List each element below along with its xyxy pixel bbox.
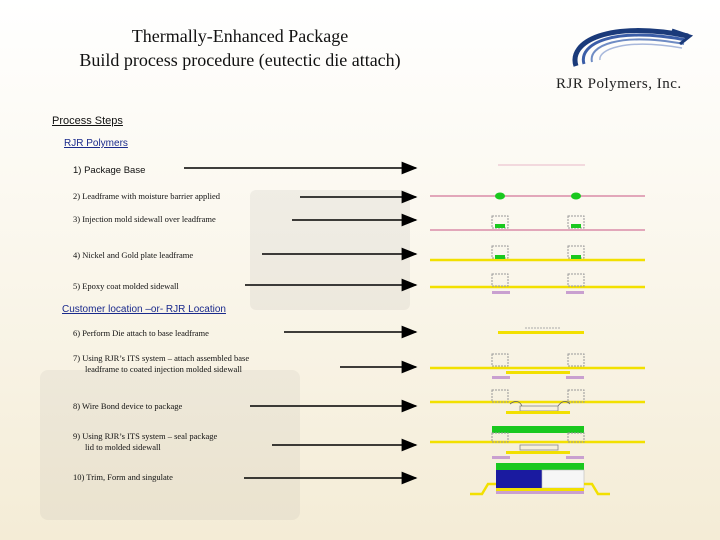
step-8-label: 8) Wire Bond device to package bbox=[73, 401, 183, 411]
process-diagram bbox=[430, 150, 655, 500]
diagram-step-9 bbox=[430, 426, 645, 459]
customer-location-heading: Customer location –or- RJR Location bbox=[62, 304, 226, 315]
process-steps-heading: Process Steps bbox=[52, 115, 123, 127]
step-10-label: 10) Trim, Form and singulate bbox=[73, 472, 173, 482]
rjr-polymers-heading: RJR Polymers bbox=[64, 138, 128, 149]
step-7-label-line-2: leadframe to coated injection molded sidewall bbox=[85, 364, 242, 374]
step-3-label: 3) Injection mold sidewall over leadframe bbox=[73, 214, 216, 224]
title-line-2: Build process procedure (eutectic die attach) bbox=[79, 50, 401, 70]
diagram-step-2 bbox=[430, 193, 645, 200]
diagram-step-4 bbox=[430, 246, 645, 260]
step-6-label: 6) Perform Die attach to base leadframe bbox=[73, 328, 209, 338]
diagram-step-5 bbox=[430, 274, 645, 294]
diagram-step-10 bbox=[470, 463, 610, 494]
title-line-1: Thermally-Enhanced Package bbox=[131, 26, 349, 46]
step-2-label: 2) Leadframe with moisture barrier applied bbox=[73, 191, 221, 201]
diagram-step-6 bbox=[498, 328, 584, 334]
diagram-step-8 bbox=[430, 390, 645, 414]
step-9-label-line-1: 9) Using RJR’s ITS system – seal package bbox=[73, 431, 218, 441]
step-7-label-line-1: 7) Using RJR’s ITS system – attach assembled base bbox=[73, 353, 250, 363]
step-5-label: 5) Epoxy coat molded sidewall bbox=[73, 281, 179, 291]
step-1-label: 1) Package Base bbox=[73, 165, 146, 176]
company-logo-text: RJR Polymers, Inc. bbox=[556, 76, 682, 92]
step-9-label-line-2: lid to molded sidewall bbox=[85, 442, 161, 452]
diagram-step-7 bbox=[430, 354, 645, 379]
step-4-label: 4) Nickel and Gold plate leadframe bbox=[73, 250, 194, 260]
diagram-step-3 bbox=[430, 216, 645, 230]
